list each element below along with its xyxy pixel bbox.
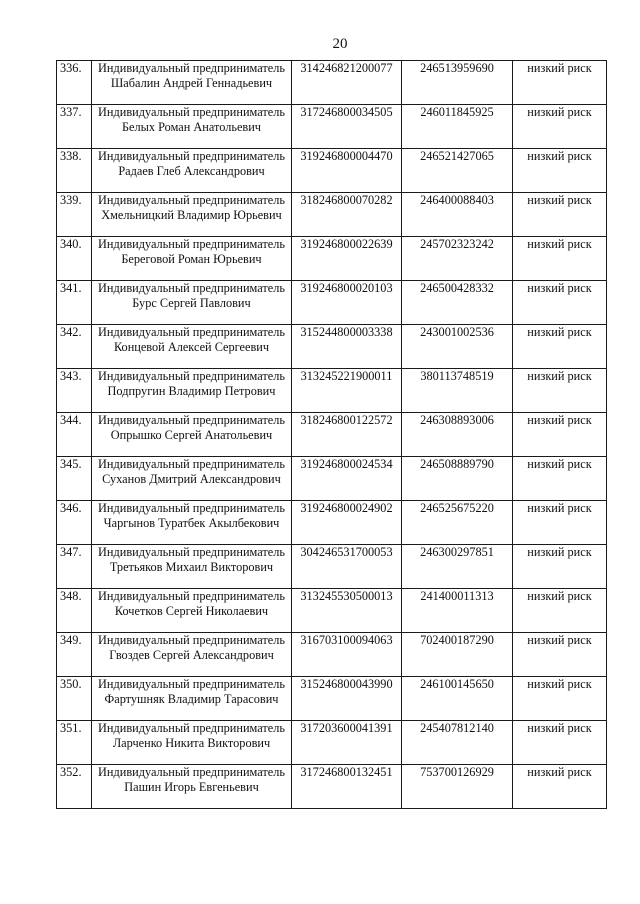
risk-category-cell: низкий риск bbox=[513, 721, 607, 765]
inn-cell: 380113748519 bbox=[402, 369, 513, 413]
table-row bbox=[57, 369, 607, 413]
risk-category-cell: низкий риск bbox=[513, 457, 607, 501]
row-number-cell: 342. bbox=[57, 325, 92, 369]
table-row bbox=[57, 61, 607, 105]
risk-category-cell: низкий риск bbox=[513, 765, 607, 809]
risk-category-cell: низкий риск bbox=[513, 589, 607, 633]
inn-cell: 246525675220 bbox=[402, 501, 513, 545]
row-number-cell: 347. bbox=[57, 545, 92, 589]
inn-cell: 243001002536 bbox=[402, 325, 513, 369]
entrepreneur-name-cell: Индивидуальный предприниматель Гвоздев Сергей Александрович bbox=[92, 633, 292, 677]
risk-category-cell: низкий риск bbox=[513, 633, 607, 677]
inn-cell: 246300297851 bbox=[402, 545, 513, 589]
ogrn-cell: 317246800132451 bbox=[292, 765, 402, 809]
ogrn-cell: 304246531700053 bbox=[292, 545, 402, 589]
table-row bbox=[57, 677, 607, 721]
inn-cell: 246100145650 bbox=[402, 677, 513, 721]
entrepreneur-name-cell: Индивидуальный предприниматель Опрышко Сергей Анатольевич bbox=[92, 413, 292, 457]
entrepreneur-name-cell: Индивидуальный предприниматель Фартушняк Владимир Тарасович bbox=[92, 677, 292, 721]
risk-category-cell: низкий риск bbox=[513, 193, 607, 237]
registry-table-body bbox=[57, 61, 607, 809]
row-number-cell: 351. bbox=[57, 721, 92, 765]
ogrn-cell: 313245221900011 bbox=[292, 369, 402, 413]
table-row bbox=[57, 325, 607, 369]
row-number-cell: 348. bbox=[57, 589, 92, 633]
row-number-cell: 339. bbox=[57, 193, 92, 237]
row-number-cell: 346. bbox=[57, 501, 92, 545]
ogrn-cell: 315246800043990 bbox=[292, 677, 402, 721]
risk-category-cell: низкий риск bbox=[513, 105, 607, 149]
table-row bbox=[57, 237, 607, 281]
inn-cell: 753700126929 bbox=[402, 765, 513, 809]
table-row bbox=[57, 149, 607, 193]
table-row bbox=[57, 721, 607, 765]
row-number-cell: 352. bbox=[57, 765, 92, 809]
entrepreneur-name-cell: Индивидуальный предприниматель Пашин Игорь Евгеньевич bbox=[92, 765, 292, 809]
row-number-cell: 350. bbox=[57, 677, 92, 721]
row-number-cell: 336. bbox=[57, 61, 92, 105]
entrepreneur-name-cell: Индивидуальный предприниматель Бурс Сергей Павлович bbox=[92, 281, 292, 325]
table-row bbox=[57, 413, 607, 457]
ogrn-cell: 319246800004470 bbox=[292, 149, 402, 193]
ogrn-cell: 318246800122572 bbox=[292, 413, 402, 457]
inn-cell: 246400088403 bbox=[402, 193, 513, 237]
risk-category-cell: низкий риск bbox=[513, 325, 607, 369]
table-row bbox=[57, 633, 607, 677]
risk-category-cell: низкий риск bbox=[513, 281, 607, 325]
inn-cell: 246011845925 bbox=[402, 105, 513, 149]
risk-category-cell: низкий риск bbox=[513, 237, 607, 281]
ogrn-cell: 318246800070282 bbox=[292, 193, 402, 237]
inn-cell: 246513959690 bbox=[402, 61, 513, 105]
table-row bbox=[57, 281, 607, 325]
inn-cell: 241400011313 bbox=[402, 589, 513, 633]
row-number-cell: 341. bbox=[57, 281, 92, 325]
page-number: 20 bbox=[332, 36, 348, 52]
entrepreneur-registry-table bbox=[56, 60, 607, 809]
entrepreneur-name-cell: Индивидуальный предприниматель Суханов Дмитрий Александрович bbox=[92, 457, 292, 501]
inn-cell: 246500428332 bbox=[402, 281, 513, 325]
inn-cell: 245702323242 bbox=[402, 237, 513, 281]
ogrn-cell: 314246821200077 bbox=[292, 61, 402, 105]
inn-cell: 246521427065 bbox=[402, 149, 513, 193]
entrepreneur-name-cell: Индивидуальный предприниматель Радаев Глеб Александрович bbox=[92, 149, 292, 193]
entrepreneur-name-cell: Индивидуальный предприниматель Ларченко Никита Викторович bbox=[92, 721, 292, 765]
ogrn-cell: 313245530500013 bbox=[292, 589, 402, 633]
table-row bbox=[57, 105, 607, 149]
row-number-cell: 340. bbox=[57, 237, 92, 281]
ogrn-cell: 315244800003338 bbox=[292, 325, 402, 369]
table-row bbox=[57, 501, 607, 545]
ogrn-cell: 319246800024534 bbox=[292, 457, 402, 501]
row-number-cell: 344. bbox=[57, 413, 92, 457]
table-row bbox=[57, 589, 607, 633]
risk-category-cell: низкий риск bbox=[513, 61, 607, 105]
row-number-cell: 338. bbox=[57, 149, 92, 193]
entrepreneur-name-cell: Индивидуальный предприниматель Чаргынов Туратбек Акылбекович bbox=[92, 501, 292, 545]
inn-cell: 246508889790 bbox=[402, 457, 513, 501]
ogrn-cell: 317246800034505 bbox=[292, 105, 402, 149]
table-row bbox=[57, 765, 607, 809]
risk-category-cell: низкий риск bbox=[513, 149, 607, 193]
table-row bbox=[57, 457, 607, 501]
entrepreneur-name-cell: Индивидуальный предприниматель Хмельницкий Владимир Юрьевич bbox=[92, 193, 292, 237]
risk-category-cell: низкий риск bbox=[513, 413, 607, 457]
entrepreneur-name-cell: Индивидуальный предприниматель Кочетков Сергей Николаевич bbox=[92, 589, 292, 633]
row-number-cell: 337. bbox=[57, 105, 92, 149]
ogrn-cell: 317203600041391 bbox=[292, 721, 402, 765]
inn-cell: 702400187290 bbox=[402, 633, 513, 677]
ogrn-cell: 319246800020103 bbox=[292, 281, 402, 325]
ogrn-cell: 319246800022639 bbox=[292, 237, 402, 281]
risk-category-cell: низкий риск bbox=[513, 369, 607, 413]
table-row bbox=[57, 193, 607, 237]
risk-category-cell: низкий риск bbox=[513, 677, 607, 721]
ogrn-cell: 316703100094063 bbox=[292, 633, 402, 677]
table-row bbox=[57, 545, 607, 589]
entrepreneur-name-cell: Индивидуальный предприниматель Концевой Алексей Сергеевич bbox=[92, 325, 292, 369]
inn-cell: 245407812140 bbox=[402, 721, 513, 765]
row-number-cell: 349. bbox=[57, 633, 92, 677]
entrepreneur-name-cell: Индивидуальный предприниматель Подпругин Владимир Петрович bbox=[92, 369, 292, 413]
inn-cell: 246308893006 bbox=[402, 413, 513, 457]
risk-category-cell: низкий риск bbox=[513, 501, 607, 545]
risk-category-cell: низкий риск bbox=[513, 545, 607, 589]
entrepreneur-name-cell: Индивидуальный предприниматель Береговой Роман Юрьевич bbox=[92, 237, 292, 281]
entrepreneur-name-cell: Индивидуальный предприниматель Шабалин Андрей Геннадьевич bbox=[92, 61, 292, 105]
entrepreneur-name-cell: Индивидуальный предприниматель Третьяков Михаил Викторович bbox=[92, 545, 292, 589]
ogrn-cell: 319246800024902 bbox=[292, 501, 402, 545]
row-number-cell: 345. bbox=[57, 457, 92, 501]
row-number-cell: 343. bbox=[57, 369, 92, 413]
entrepreneur-name-cell: Индивидуальный предприниматель Белых Роман Анатольевич bbox=[92, 105, 292, 149]
